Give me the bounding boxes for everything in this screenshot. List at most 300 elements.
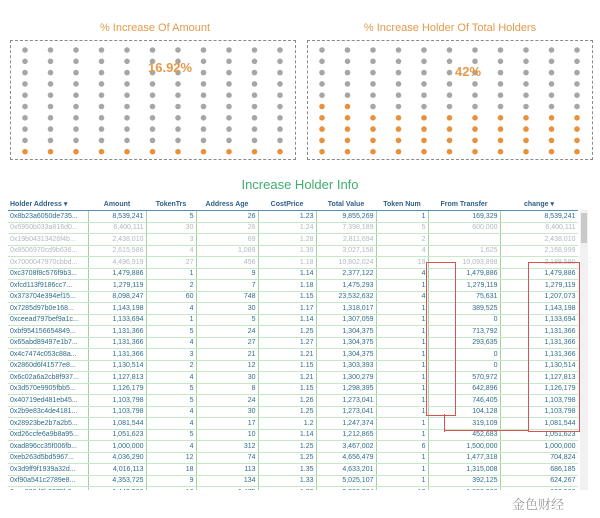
holder-info-table xyxy=(8,198,578,490)
table-cell: 10,802,024 xyxy=(316,257,376,269)
empty-dot xyxy=(99,138,105,144)
scrollbar-thumb[interactable] xyxy=(581,213,587,243)
empty-dot xyxy=(226,59,232,65)
filter-icon[interactable]: ▾ xyxy=(61,201,68,208)
table-cell: 1 xyxy=(376,406,428,418)
table-cell: 21 xyxy=(196,349,258,361)
empty-dot xyxy=(22,126,28,132)
table-cell: 4,016,113 xyxy=(88,464,146,476)
table-cell: 8,539,241 xyxy=(88,211,146,223)
empty-dot xyxy=(472,81,478,87)
filled-dot xyxy=(574,115,580,121)
empty-dot xyxy=(73,92,79,98)
empty-dot xyxy=(447,104,453,110)
table-cell: 1 xyxy=(146,268,196,280)
table-cell: 4 xyxy=(146,303,196,315)
filled-dot xyxy=(370,115,376,121)
empty-dot xyxy=(201,92,207,98)
filled-dot xyxy=(447,115,453,121)
table-cell: 1,103,798 xyxy=(500,395,578,407)
empty-dot xyxy=(175,126,181,132)
table-cell: 2 xyxy=(146,360,196,372)
empty-dot xyxy=(226,115,232,121)
table-cell: 5 xyxy=(196,314,258,326)
table-cell: 10 xyxy=(196,429,258,441)
table-cell: 1,247,374 xyxy=(316,418,376,430)
table-cell: 30 xyxy=(196,372,258,384)
filled-dot xyxy=(124,149,130,155)
table-cell: 1.18 xyxy=(258,280,316,292)
holder-table-container[interactable] xyxy=(8,198,578,490)
table-row[interactable] xyxy=(8,303,578,315)
amount-chart-title: % Increase Of Amount xyxy=(99,22,211,34)
header-label: Total Value xyxy=(327,200,365,208)
empty-dot xyxy=(124,92,130,98)
table-row[interactable] xyxy=(8,475,578,487)
empty-dot xyxy=(523,81,529,87)
table-cell: 0x28923be2b7a2b5... xyxy=(8,418,88,430)
table-cell: 1.25 xyxy=(258,452,316,464)
empty-dot xyxy=(252,104,258,110)
filled-dot xyxy=(319,115,325,121)
empty-dot xyxy=(226,47,232,53)
table-cell: 12 xyxy=(196,360,258,372)
header-address-age[interactable] xyxy=(196,198,258,211)
filled-dot xyxy=(549,126,555,132)
empty-dot xyxy=(48,47,54,53)
table-row[interactable] xyxy=(8,211,578,223)
table-cell: 3 xyxy=(146,349,196,361)
table-row[interactable] xyxy=(8,464,578,476)
table-row[interactable] xyxy=(8,452,578,464)
table-cell: 1,479,886 xyxy=(428,268,500,280)
table-cell: 18 xyxy=(146,464,196,476)
table-cell: 1 xyxy=(376,211,428,223)
header-label: Token Num xyxy=(383,200,421,208)
empty-dot xyxy=(472,47,478,53)
amount-dots-svg xyxy=(11,41,295,159)
empty-dot xyxy=(345,59,351,65)
empty-dot xyxy=(252,115,258,121)
filled-dot xyxy=(345,126,351,132)
empty-dot xyxy=(319,81,325,87)
empty-dot xyxy=(421,59,427,65)
table-cell: 4 xyxy=(376,268,428,280)
empty-dot xyxy=(226,138,232,144)
amount-dot-grid xyxy=(10,40,296,160)
empty-dot xyxy=(396,70,402,76)
empty-dot xyxy=(370,47,376,53)
table-cell: 4 xyxy=(146,406,196,418)
table-cell: 600,000 xyxy=(428,222,500,234)
table-cell: 0x2b9e83c4de4181... xyxy=(8,406,88,418)
filled-dot xyxy=(277,149,283,155)
table-cell: 1,475,293 xyxy=(316,280,376,292)
table-cell: 1,279,119 xyxy=(500,280,578,292)
table-cell: 746,405 xyxy=(428,395,500,407)
filled-dot xyxy=(421,138,427,144)
header-token-num[interactable] xyxy=(376,198,428,211)
table-scrollbar[interactable] xyxy=(580,210,588,490)
header-label: Holder Address xyxy=(10,201,62,208)
empty-dot xyxy=(175,138,181,144)
filled-dot xyxy=(345,149,351,155)
table-row[interactable] xyxy=(8,383,578,395)
table-cell: 1 xyxy=(146,314,196,326)
table-cell: 9,855,269 xyxy=(316,211,376,223)
table-cell: 0xeb263d5bd5967... xyxy=(8,452,88,464)
table-cell: 1 xyxy=(376,372,428,384)
empty-dot xyxy=(99,92,105,98)
token-num-highlight-box xyxy=(426,262,456,416)
empty-dot xyxy=(252,47,258,53)
table-cell: 1,126,179 xyxy=(500,383,578,395)
empty-dot xyxy=(48,92,54,98)
table-cell: 74 xyxy=(196,452,258,464)
filled-dot xyxy=(175,149,181,155)
filled-dot xyxy=(447,126,453,132)
table-cell: 1 xyxy=(376,383,428,395)
table-row[interactable] xyxy=(8,487,578,491)
table-cell: 134 xyxy=(196,475,258,487)
table-cell xyxy=(258,487,316,491)
table-cell: 1.15 xyxy=(258,360,316,372)
table-row[interactable] xyxy=(8,418,578,430)
filled-dot xyxy=(396,138,402,144)
table-cell: 5,025,107 xyxy=(316,475,376,487)
table-cell: 6 xyxy=(376,441,428,453)
filled-dot xyxy=(498,115,504,121)
table-row[interactable] xyxy=(8,326,578,338)
table-cell: 0x8b23a6050de735... xyxy=(8,211,88,223)
table-row[interactable] xyxy=(8,268,578,280)
table-cell: 1,279,119 xyxy=(88,280,146,292)
empty-dot xyxy=(99,126,105,132)
table-cell: 24 xyxy=(196,326,258,338)
table-cell xyxy=(428,487,500,491)
empty-dot xyxy=(201,104,207,110)
filled-dot xyxy=(319,138,325,144)
empty-dot xyxy=(447,81,453,87)
header-label: TokenTrs xyxy=(155,200,187,208)
empty-dot xyxy=(549,104,555,110)
empty-dot xyxy=(523,104,529,110)
empty-dot xyxy=(201,138,207,144)
table-cell: 3,467,002 xyxy=(316,441,376,453)
empty-dot xyxy=(201,59,207,65)
table-cell: 0 xyxy=(428,314,500,326)
table-cell: 1,051,623 xyxy=(500,429,578,441)
empty-dot xyxy=(150,81,156,87)
table-row[interactable] xyxy=(8,395,578,407)
table-cell: 12 xyxy=(146,452,196,464)
table-cell: 6,400,111 xyxy=(500,222,578,234)
table-row[interactable] xyxy=(8,234,578,246)
table-row[interactable] xyxy=(8,257,578,269)
filled-dot xyxy=(319,126,325,132)
table-cell: 2,188,590 xyxy=(500,257,578,269)
filled-dot xyxy=(523,149,529,155)
table-cell: 1,304,375 xyxy=(316,337,376,349)
table-cell: 4 xyxy=(146,372,196,384)
empty-dot xyxy=(549,92,555,98)
table-cell: 0x65abd89497e1b7... xyxy=(8,337,88,349)
empty-dot xyxy=(498,81,504,87)
table-cell: 1.23 xyxy=(258,211,316,223)
table-cell: 293,635 xyxy=(428,337,500,349)
table-cell: 1,133,694 xyxy=(88,314,146,326)
empty-dot xyxy=(252,81,258,87)
header-label: Amount xyxy=(103,200,131,208)
empty-dot xyxy=(277,81,283,87)
empty-dot xyxy=(549,47,555,53)
table-cell: 1,625 xyxy=(428,245,500,257)
table-cell: 1,315,008 xyxy=(428,464,500,476)
table-cell: 1.39 xyxy=(258,245,316,257)
empty-dot xyxy=(175,104,181,110)
table-cell: 4,656,479 xyxy=(316,452,376,464)
table-cell: 1.14 xyxy=(258,429,316,441)
empty-dot xyxy=(472,104,478,110)
filled-dot xyxy=(498,149,504,155)
amount-percent-label: 16.92% xyxy=(148,60,193,75)
filled-dot xyxy=(99,149,105,155)
empty-dot xyxy=(252,59,258,65)
table-cell: 1,212,865 xyxy=(316,429,376,441)
empty-dot xyxy=(124,126,130,132)
filled-dot xyxy=(396,115,402,121)
filled-dot xyxy=(396,126,402,132)
header-total-value[interactable] xyxy=(316,198,376,211)
table-cell: 1,131,366 xyxy=(88,349,146,361)
table-row[interactable] xyxy=(8,222,578,234)
empty-dot xyxy=(124,70,130,76)
header-costprice[interactable] xyxy=(258,198,316,211)
empty-dot xyxy=(73,104,79,110)
table-cell: 1 xyxy=(376,280,428,292)
table-cell: 0xfcd113f9186cc7... xyxy=(8,280,88,292)
table-cell: 1,143,198 xyxy=(88,303,146,315)
empty-dot xyxy=(252,70,258,76)
filled-dot xyxy=(73,149,79,155)
table-cell: 6,400,111 xyxy=(88,222,146,234)
change-highlight-box xyxy=(528,262,580,432)
table-cell: 169,329 xyxy=(428,211,500,223)
empty-dot xyxy=(99,59,105,65)
table-cell: 570,972 xyxy=(428,372,500,384)
table-cell: 8,098,247 xyxy=(88,291,146,303)
table-cell: 0xf90a541c2789e8... xyxy=(8,475,88,487)
table-cell: 2,615,586 xyxy=(88,245,146,257)
table-cell: 4 xyxy=(146,441,196,453)
filled-dot xyxy=(549,115,555,121)
table-cell: 9 xyxy=(196,268,258,280)
table-cell: 1,279,119 xyxy=(428,280,500,292)
empty-dot xyxy=(345,81,351,87)
holders-percent-label: 42% xyxy=(455,64,482,79)
table-cell: 1.35 xyxy=(258,464,316,476)
table-cell: 319,109 xyxy=(428,418,500,430)
empty-dot xyxy=(73,115,79,121)
filled-dot xyxy=(319,104,325,110)
table-cell: 0xd26ccfe6a9b8a95... xyxy=(8,429,88,441)
empty-dot xyxy=(48,126,54,132)
watermark-logo: 金色财经 xyxy=(512,497,565,512)
filled-dot xyxy=(523,115,529,121)
filter-icon[interactable]: ▾ xyxy=(548,201,554,208)
table-cell: 0x40719ed481eb45... xyxy=(8,395,88,407)
table-cell: 1,103,798 xyxy=(88,395,146,407)
empty-dot xyxy=(22,104,28,110)
table-row[interactable] xyxy=(8,314,578,326)
filled-dot xyxy=(421,126,427,132)
empty-dot xyxy=(73,126,79,132)
table-cell: 1,298,395 xyxy=(316,383,376,395)
empty-dot xyxy=(277,92,283,98)
table-row[interactable] xyxy=(8,280,578,292)
empty-dot xyxy=(252,92,258,98)
header-label: From Transfer xyxy=(440,200,488,208)
table-cell: 1,000,000 xyxy=(500,441,578,453)
filled-dot xyxy=(574,126,580,132)
table-cell: 5 xyxy=(376,222,428,234)
empty-dot xyxy=(226,104,232,110)
header-change[interactable] xyxy=(500,198,578,211)
table-cell: 1.15 xyxy=(258,383,316,395)
empty-dot xyxy=(396,47,402,53)
table-cell: 0xbf954156654849... xyxy=(8,326,88,338)
empty-dot xyxy=(370,59,376,65)
filled-dot xyxy=(345,104,351,110)
table-row[interactable] xyxy=(8,349,578,361)
empty-dot xyxy=(150,126,156,132)
empty-dot xyxy=(73,70,79,76)
table-cell: 104,128 xyxy=(428,406,500,418)
table-row[interactable] xyxy=(8,245,578,257)
empty-dot xyxy=(73,81,79,87)
empty-dot xyxy=(574,59,580,65)
table-cell: 2,438,010 xyxy=(88,234,146,246)
table-row[interactable] xyxy=(8,360,578,372)
table-cell: 0x373704e394ef15... xyxy=(8,291,88,303)
table-cell: 1,273,041 xyxy=(316,395,376,407)
table-cell: 392,125 xyxy=(428,475,500,487)
table-cell: 7 xyxy=(196,280,258,292)
empty-dot xyxy=(523,92,529,98)
empty-dot xyxy=(447,92,453,98)
empty-dot xyxy=(226,92,232,98)
table-row[interactable] xyxy=(8,291,578,303)
header-tokentrs[interactable] xyxy=(146,198,196,211)
empty-dot xyxy=(472,92,478,98)
table-row[interactable] xyxy=(8,372,578,384)
filled-dot xyxy=(498,138,504,144)
empty-dot xyxy=(523,70,529,76)
table-cell: 1,479,886 xyxy=(500,268,578,280)
table-cell xyxy=(428,234,500,246)
empty-dot xyxy=(370,104,376,110)
table-cell: 113 xyxy=(196,464,258,476)
table-row[interactable] xyxy=(8,337,578,349)
table-cell: 30 xyxy=(196,406,258,418)
filled-dot xyxy=(22,149,28,155)
table-cell: 7,398,189 xyxy=(316,222,376,234)
empty-dot xyxy=(99,104,105,110)
table-cell: 1 xyxy=(376,418,428,430)
table-cell: 0x6c02a6a2cb8f937... xyxy=(8,372,88,384)
empty-dot xyxy=(523,47,529,53)
empty-dot xyxy=(277,115,283,121)
table-cell: 1,300,279 xyxy=(316,372,376,384)
empty-dot xyxy=(277,126,283,132)
header-amount[interactable] xyxy=(88,198,146,211)
table-cell: 1 xyxy=(376,360,428,372)
table-cell: 0x2860d6f41577e8... xyxy=(8,360,88,372)
table-cell: 1 xyxy=(376,395,428,407)
table-cell: 748 xyxy=(196,291,258,303)
table-cell: 75,631 xyxy=(428,291,500,303)
table-cell: 4,633,201 xyxy=(316,464,376,476)
header-holder-address[interactable] xyxy=(8,198,88,211)
filled-dot xyxy=(523,126,529,132)
empty-dot xyxy=(73,47,79,53)
empty-dot xyxy=(48,81,54,87)
table-cell: 1,303,393 xyxy=(316,360,376,372)
header-from-transfer[interactable] xyxy=(428,198,500,211)
table-cell: 1,051,623 xyxy=(88,429,146,441)
filled-dot xyxy=(498,126,504,132)
table-cell: 9 xyxy=(146,475,196,487)
table-cell: 1,130,514 xyxy=(88,360,146,372)
table-cell: 0 xyxy=(428,360,500,372)
empty-dot xyxy=(370,70,376,76)
empty-dot xyxy=(319,70,325,76)
table-cell: 1 xyxy=(376,337,428,349)
table-cell: 1.21 xyxy=(258,372,316,384)
table-cell: 1.21 xyxy=(258,349,316,361)
table-cell: 1 xyxy=(376,314,428,326)
filled-dot xyxy=(447,138,453,144)
filled-dot xyxy=(345,138,351,144)
empty-dot xyxy=(124,59,130,65)
empty-dot xyxy=(201,115,207,121)
table-cell: 1,207,073 xyxy=(500,291,578,303)
table-cell: 1,131,366 xyxy=(88,326,146,338)
table-row[interactable] xyxy=(8,406,578,418)
table-cell: 2,377,122 xyxy=(316,268,376,280)
table-cell: 8,539,241 xyxy=(500,211,578,223)
table-cell: 0x6950b033a816d0... xyxy=(8,222,88,234)
table-cell: 452,683 xyxy=(428,429,500,441)
table-cell xyxy=(316,487,376,491)
empty-dot xyxy=(226,70,232,76)
filled-dot xyxy=(447,149,453,155)
table-cell: 2 xyxy=(146,280,196,292)
table-row[interactable] xyxy=(8,441,578,453)
empty-dot xyxy=(226,126,232,132)
table-cell: 1,477,318 xyxy=(428,452,500,464)
empty-dot xyxy=(498,70,504,76)
empty-dot xyxy=(22,59,28,65)
table-cell: 1,103,798 xyxy=(500,406,578,418)
table-cell: 4 xyxy=(146,337,196,349)
empty-dot xyxy=(22,81,28,87)
table-cell: 686,185 xyxy=(500,464,578,476)
empty-dot xyxy=(345,47,351,53)
table-header-row xyxy=(8,198,578,211)
filled-dot xyxy=(48,149,54,155)
empty-dot xyxy=(277,70,283,76)
